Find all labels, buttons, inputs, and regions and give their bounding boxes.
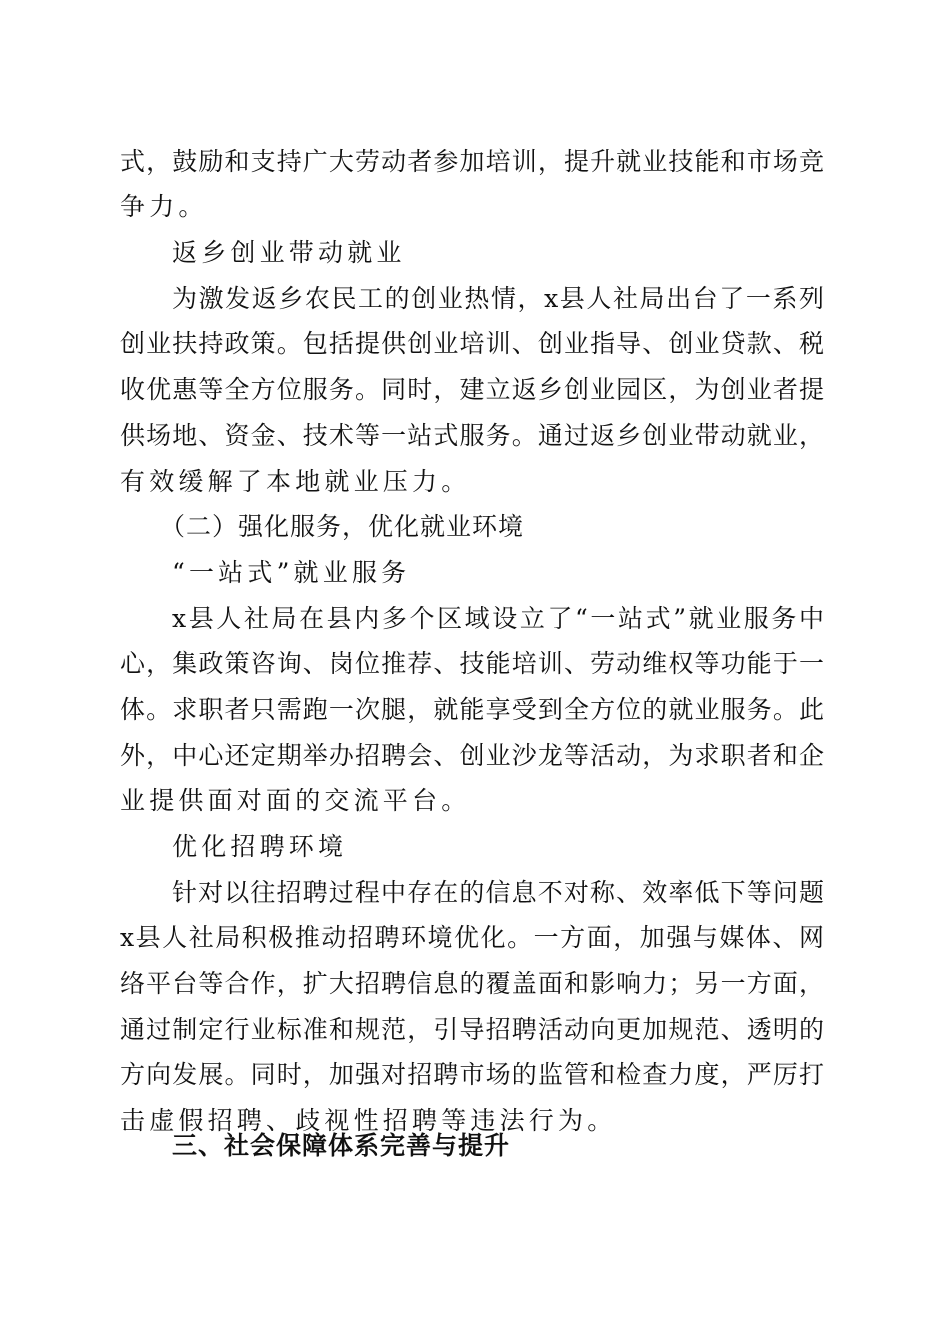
paragraph-line: 业提供面对面的交流平台。: [120, 786, 471, 815]
paragraph-line: x县人社局积极推动招聘环境优化。一方面，加强与媒体、网: [120, 923, 824, 952]
subheading-one-stop-service: “一站式”就业服务: [172, 558, 411, 587]
section-heading: （二）强化服务，优化就业环境: [160, 512, 525, 541]
paragraph-line: 为激发返乡农民工的创业热情，x县人社局出台了一系列: [172, 284, 824, 313]
subheading-recruitment-environment: 优化招聘环境: [172, 832, 348, 861]
paragraph-line: 有效缓解了本地就业压力。: [120, 467, 471, 496]
paragraph-line: 络平台等合作，扩大招聘信息的覆盖面和影响力；另一方面，: [120, 969, 824, 998]
chapter-heading: 三、社会保障体系完善与提升: [172, 1131, 511, 1160]
paragraph-line: 式，鼓励和支持广大劳动者参加培训，提升就业技能和市场竞: [120, 147, 824, 176]
paragraph-line: x县人社局在县内多个区域设立了“一站式”就业服务中: [172, 604, 824, 633]
paragraph-line: 外，中心还定期举办招聘会、创业沙龙等活动，为求职者和企: [120, 741, 824, 770]
paragraph-line: 针对以往招聘过程中存在的信息不对称、效率低下等问题: [172, 878, 824, 907]
subheading-returnee-entrepreneurship: 返乡创业带动就业: [172, 238, 406, 267]
paragraph-line: 击虚假招聘、歧视性招聘等违法行为。: [120, 1106, 617, 1135]
paragraph-line: 争力。: [120, 192, 208, 221]
paragraph-line: 方向发展。同时，加强对招聘市场的监管和检查力度，严厉打: [120, 1060, 824, 1089]
paragraph-line: 创业扶持政策。包括提供创业培训、创业指导、创业贷款、税: [120, 329, 824, 358]
paragraph-line: 通过制定行业标准和规范，引导招聘活动向更加规范、透明的: [120, 1015, 824, 1044]
paragraph-line: 收优惠等全方位服务。同时，建立返乡创业园区，为创业者提: [120, 375, 824, 404]
paragraph-line: 心，集政策咨询、岗位推荐、技能培训、劳动维权等功能于一: [120, 649, 824, 678]
paragraph-line: 体。求职者只需跑一次腿，就能享受到全方位的就业服务。此: [120, 695, 824, 724]
paragraph-line: 供场地、资金、技术等一站式服务。通过返乡创业带动就业，: [120, 421, 824, 450]
